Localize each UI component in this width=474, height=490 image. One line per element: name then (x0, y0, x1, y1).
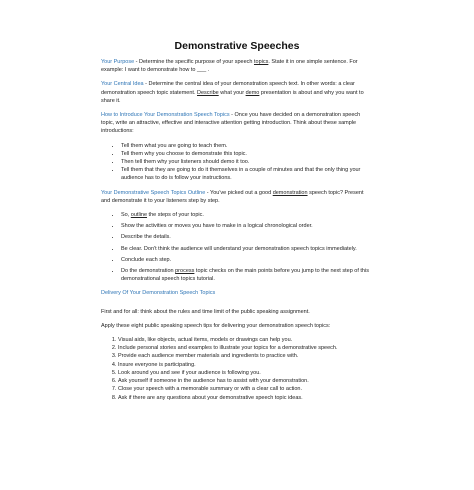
item-text: Be clear. Don't think the audience will understand your demonstration speech topics immediately. (121, 245, 357, 252)
central-idea-paragraph (101, 80, 373, 105)
intro-bullet-list (101, 142, 373, 183)
list-item (121, 233, 373, 241)
central-text-b: what your (218, 89, 246, 96)
outline-link[interactable]: outline (130, 212, 148, 219)
list-item (121, 256, 373, 264)
delivery-heading: Delivery Of Your Demonstration Speech Topics (101, 290, 216, 297)
purpose-text-a: - Determine the specific purpose of your speech (134, 59, 254, 65)
describe-link[interactable]: Describe (197, 89, 219, 96)
list-item (121, 211, 373, 219)
demonstration-link[interactable]: demonstration (272, 189, 308, 196)
document-body (101, 40, 373, 408)
item-text: So, (121, 212, 131, 219)
topics-link[interactable]: topics (253, 59, 269, 65)
list-item: 4. Insure everyone is participating. (118, 361, 373, 369)
outline-label: Your Demonstrative Speech Topics Outline (101, 189, 206, 196)
delivery-paragraph-1: First and for all: think about the rules and time limit of the public speaking assignment. (101, 308, 310, 315)
list-item: 5. Look around you and see if your audience is following you. (118, 369, 373, 377)
outline-bullet-list (101, 211, 373, 283)
list-item: 7. Close your speech with a memorable summary or with a clear call to action. (118, 385, 373, 393)
central-text-c: presentation is about and why you want to share it. (101, 89, 364, 104)
outline-text-a: - You've picked out a good (205, 189, 273, 196)
list-item: 8. Ask if there are any questions about your demonstrative speech topic ideas. (118, 394, 373, 402)
central-idea-label: Your Central Idea (101, 81, 144, 88)
purpose-text-b: . State it in one simple sentence. For example: I want to demonstrate how to ___ . (101, 59, 358, 74)
intro-paragraph (101, 111, 373, 136)
list-item (121, 245, 373, 253)
outline-text-b: speech topic? Present and demonstrate it to your listeners step by step. (101, 189, 364, 204)
delivery-steps-list (101, 336, 373, 402)
process-link[interactable]: process (175, 268, 195, 275)
delivery-paragraph-2: Apply these eight public speaking speech tips for delivering your demonstration speech topics: (101, 322, 331, 329)
list-item (121, 222, 373, 230)
intro-label: How to Introduce Your Demonstration Speech Topics (101, 112, 230, 119)
item-text: Do the demonstration (121, 268, 176, 275)
list-item: 2. Include personal stories and examples to illustrate your topics for a demonstrative speech. (118, 344, 373, 352)
list-item (121, 267, 373, 283)
list-item: • Tell them what you are going to teach them. (121, 142, 373, 150)
list-item: • Tell them why you choose to demonstrate this topic. (121, 150, 373, 158)
list-item: 3. Provide each audience member materials and ingredients to practice with. (118, 352, 373, 360)
item-text: the steps of your topic. (147, 212, 204, 219)
list-item: 6. Ask yourself if someone in the audience has to assist with your demonstration. (118, 377, 373, 385)
purpose-label: Your Purpose (101, 59, 135, 65)
central-text-a: - Determine the central idea of your demonstration speech text. In other words: a clear demonstration speech topic statement. (101, 81, 355, 96)
intro-text: - Once you have decided on a demonstration speech topic, write an attractive, effective and interactive attention getting introduction. Think about these sample introductions: (101, 112, 361, 135)
item-text: Describe the details. (121, 234, 171, 241)
list-item: • Then tell them why your listeners should demo it too. (121, 158, 373, 166)
item-text: Conclude each step. (121, 256, 172, 263)
purpose-paragraph (101, 58, 373, 74)
demo-link[interactable]: demo (245, 89, 260, 96)
outline-paragraph (101, 189, 373, 205)
item-text: Show the activities or moves you have to make in a logical chronological order. (121, 223, 313, 230)
list-item: 1. Visual aids, like objects, actual items, models or drawings can help you. (118, 336, 373, 344)
list-item: • Tell them that they are going to do it themselves in a couple of minutes and that the only thing your audience has to do is follow your instructions. (121, 166, 373, 182)
page-title: Demonstrative Speeches (174, 40, 300, 52)
item-text: topic checks on the main points before you jump to the next step of this demonstrational speech topics tutorial. (121, 268, 369, 283)
